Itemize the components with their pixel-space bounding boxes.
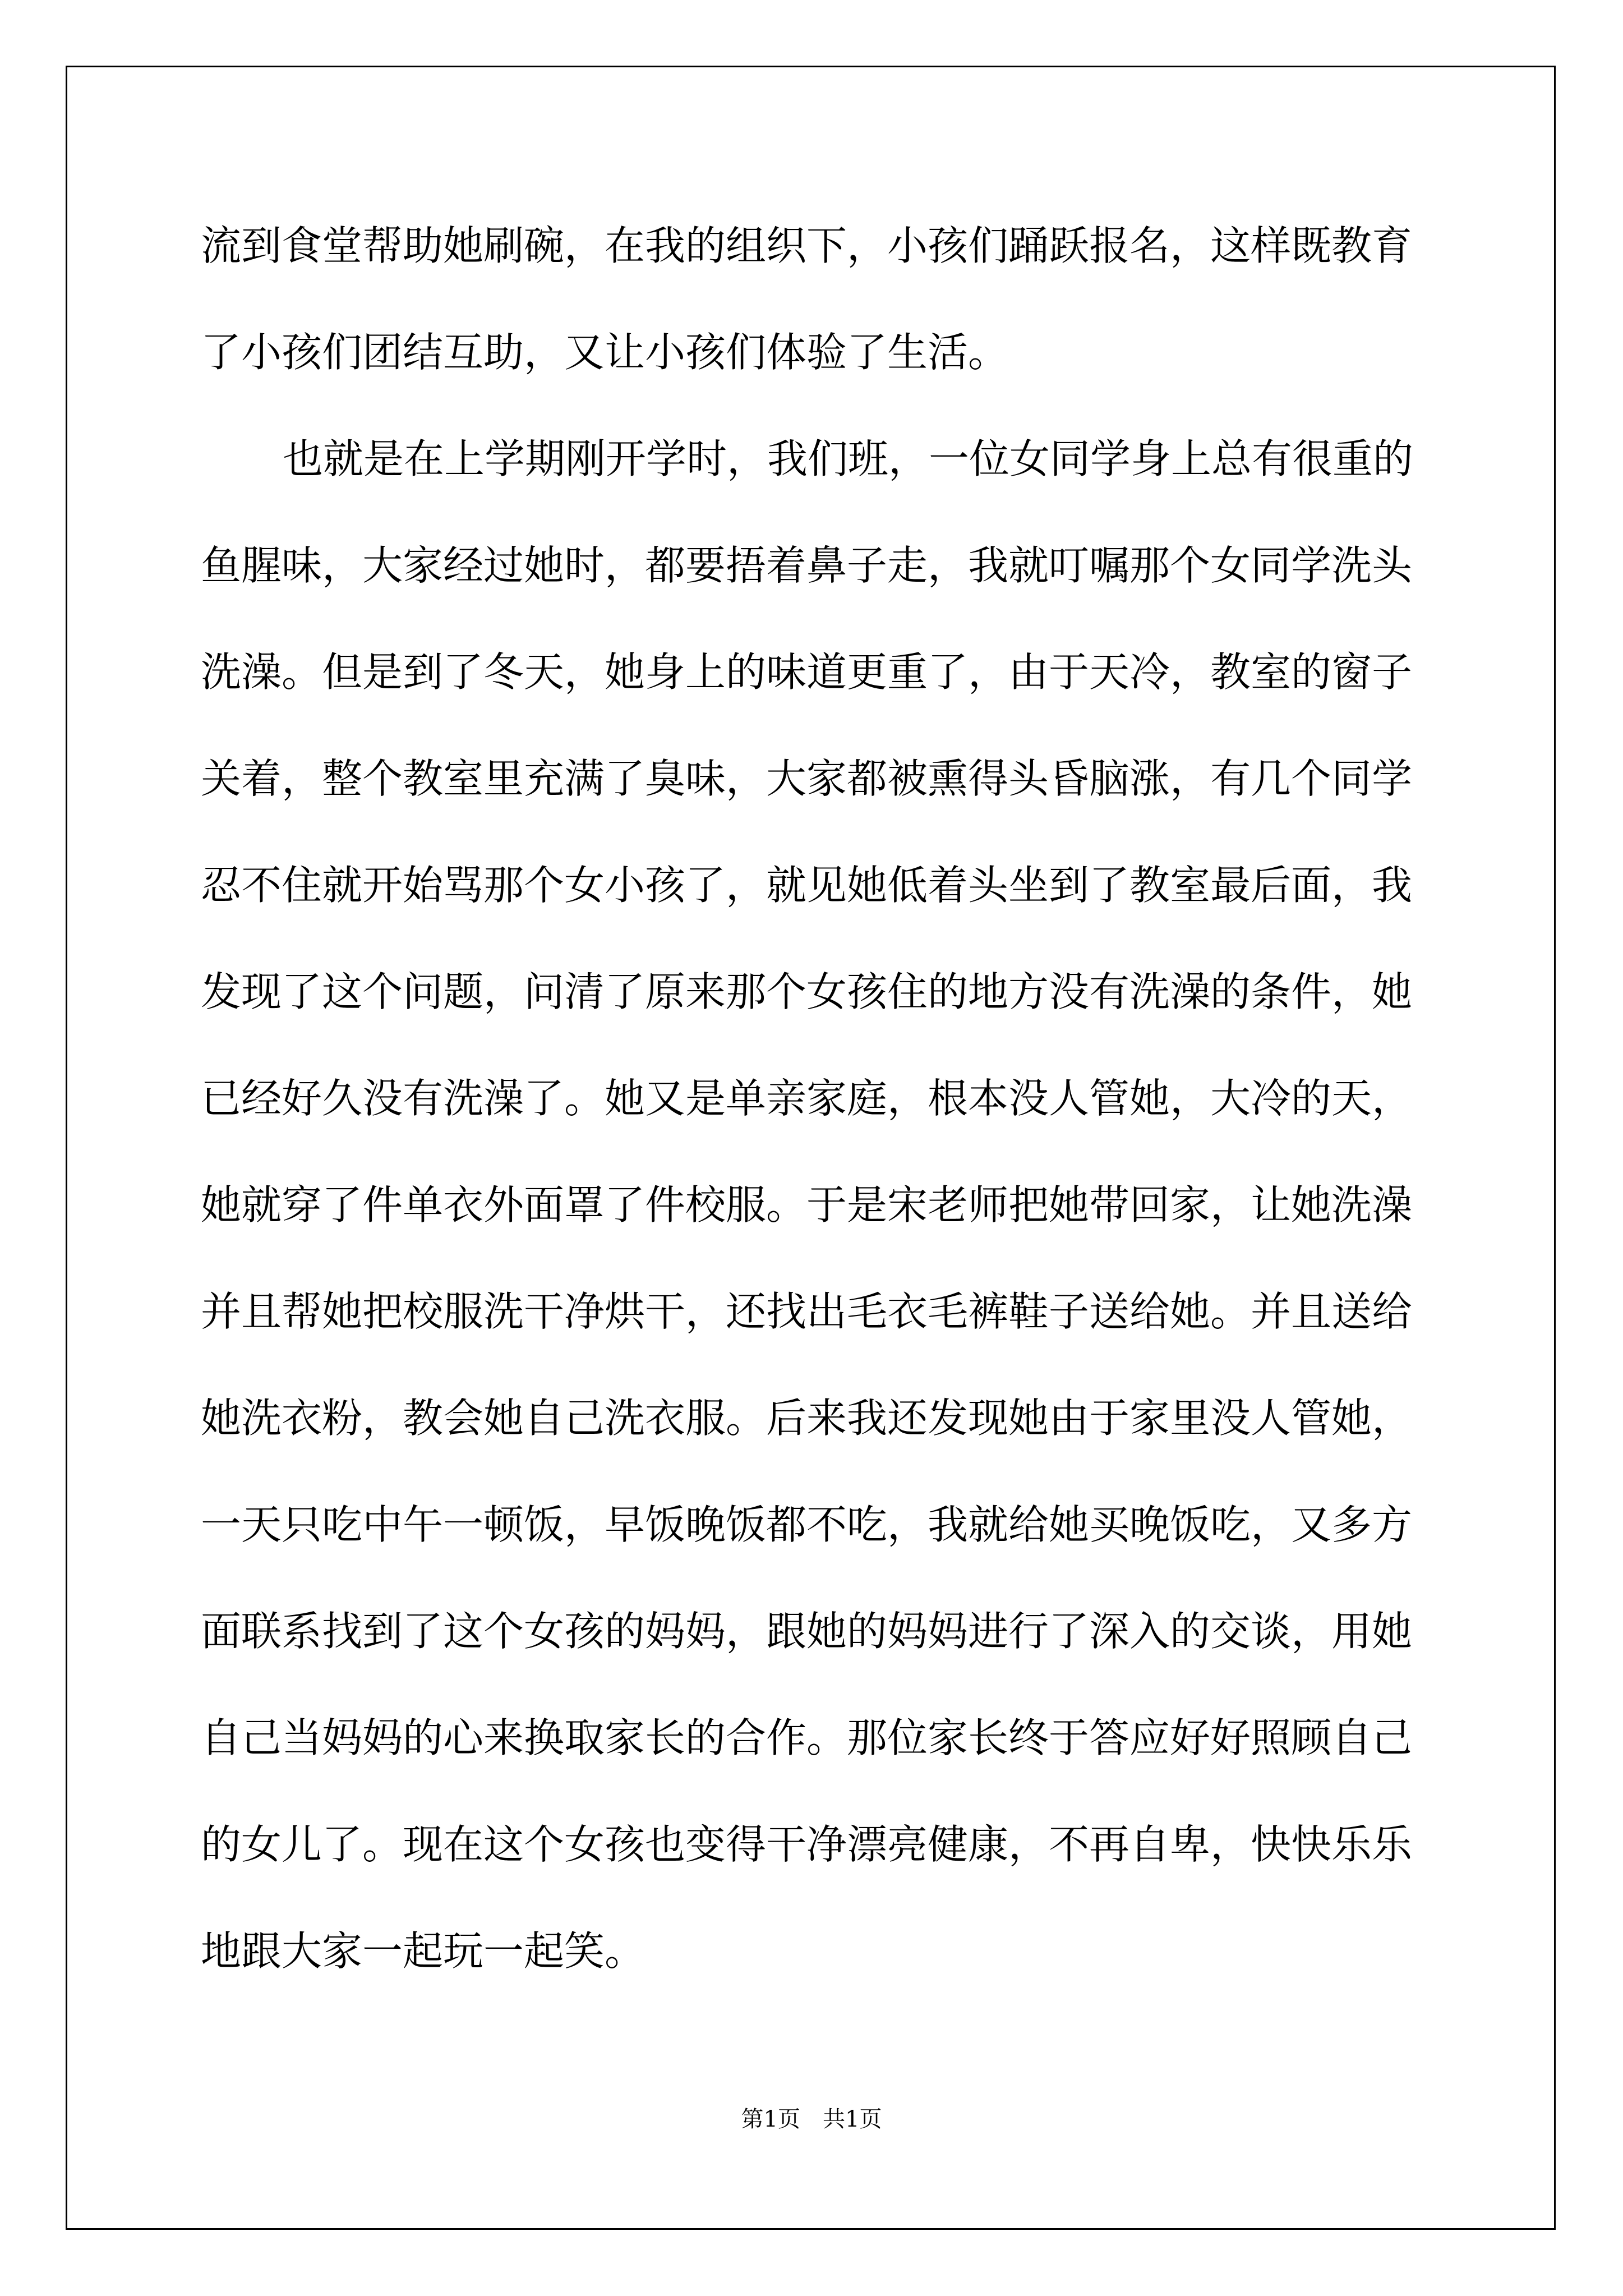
text-line: 关着，整个教室里充满了臭味，大家都被熏得头昏脑涨，有几个同学	[201, 755, 1413, 802]
text-line: 地跟大家一起玩一起笑。	[201, 1927, 645, 1975]
page-border	[66, 66, 1556, 2230]
text-line: 忍不住就开始骂那个女小孩了，就见她低着头坐到了教室最后面，我	[201, 862, 1413, 909]
text-line: 鱼腥味，大家经过她时，都要捂着鼻子走，我就叮嘱那个女同学洗头	[201, 542, 1413, 589]
text-line: 一天只吃中午一顿饭，早饭晚饭都不吃，我就给她买晚饭吃，又多方	[201, 1501, 1413, 1548]
text-line: 自己当妈妈的心来换取家长的合作。那位家长终于答应好好照顾自己	[201, 1714, 1413, 1761]
text-line: 洗澡。但是到了冬天，她身上的味道更重了，由于天冷，教室的窗子	[201, 648, 1413, 696]
text-line: 面联系找到了这个女孩的妈妈，跟她的妈妈进行了深入的交谈，用她	[201, 1608, 1413, 1655]
text-line: 了小孩们团结互助，又让小孩们体验了生活。	[201, 329, 1009, 376]
text-line: 她洗衣粉，教会她自己洗衣服。后来我还发现她由于家里没人管她，	[201, 1395, 1413, 1442]
text-line: 并且帮她把校服洗干净烘干，还找出毛衣毛裤鞋子送给她。并且送给	[201, 1288, 1413, 1335]
text-line: 流到食堂帮助她刷碗，在我的组织下，小孩们踊跃报名，这样既教育	[201, 222, 1413, 269]
text-line: 发现了这个问题，问清了原来那个女孩住的地方没有洗澡的条件，她	[201, 968, 1413, 1015]
page-number: 第1页 共1页	[741, 2106, 882, 2132]
text-line: 她就穿了件单衣外面罩了件校服。于是宋老师把她带回家，让她洗澡	[201, 1181, 1413, 1228]
paragraph-first-line: 也就是在上学期刚开学时，我们班，一位女同学身上总有很重的	[283, 435, 1414, 482]
text-line: 的女儿了。现在这个女孩也变得干净漂亮健康，不再自卑，快快乐乐	[201, 1821, 1413, 1868]
text-line: 已经好久没有洗澡了。她又是单亲家庭，根本没人管她，大冷的天，	[201, 1075, 1413, 1122]
